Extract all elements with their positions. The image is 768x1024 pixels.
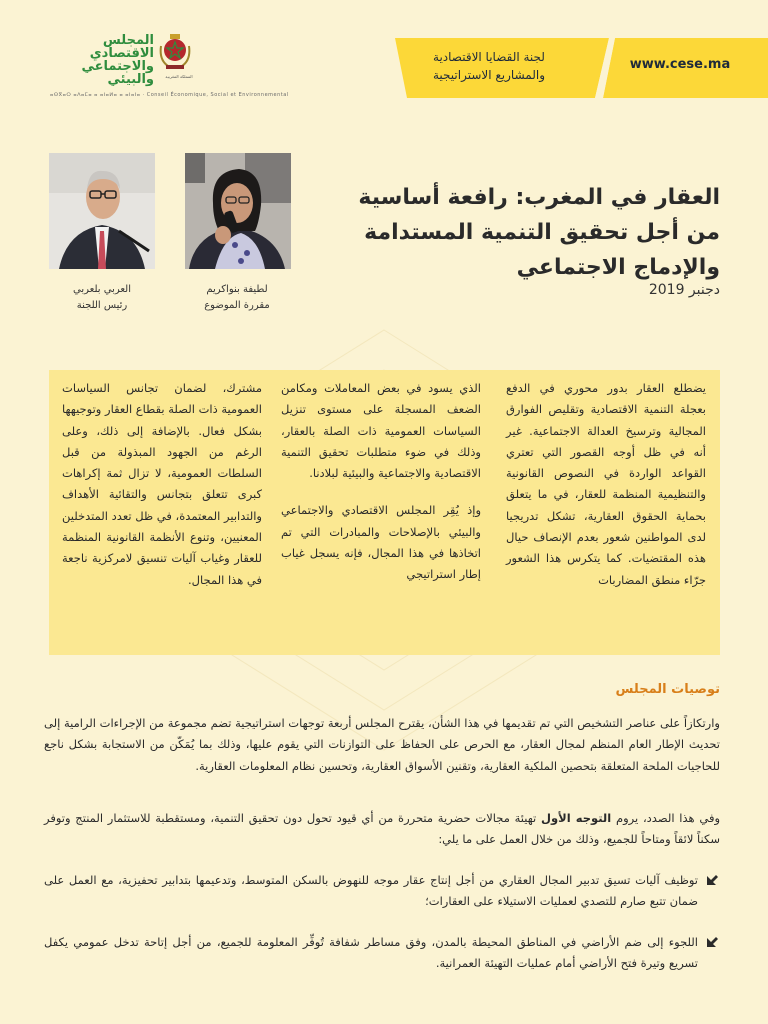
intro-paragraph: مشترك، لضمان تجانس السياسات العمومية ذات الصلة بقطاع العقار وتوجيهها بشكل فعال. بالإضافة إلى ذلك، وعلى الرغم من الجهود المبذولة من قبل السلطات العمومية، لا تزال ثمة إكراهات كبرى تتعلق بتجانس والتقائية الأهداف والتدابير المعتمدة، في ظل تعدد المتدخلين المعنيين، وتنوع الأنظمة القانونية المنظمة للعقار وغياب آليات تنسيق لامركزية ناجعة في هذا المجال. xyxy=(61,381,262,587)
logo-line-1: المجلس xyxy=(102,33,154,48)
caption-name: لطيفة بنواكريم xyxy=(206,284,268,295)
logo-line-2: الاقتصادي xyxy=(89,46,154,61)
portrait-committee-chair xyxy=(49,153,155,269)
committee-line-1: لجنة القضايا الاقتصادية xyxy=(433,50,545,64)
first-orientation-paragraph xyxy=(44,808,720,851)
logo-line-4: والبيئي xyxy=(107,72,154,87)
intro-columns-box xyxy=(49,370,720,655)
royal-emblem-icon xyxy=(158,32,192,72)
committee-name xyxy=(400,48,578,84)
list-item xyxy=(44,932,720,975)
cese-logo xyxy=(50,30,289,105)
caption-role: مقررة الموضوع xyxy=(204,300,270,311)
checkmark-arrow-icon xyxy=(704,873,720,889)
committee-line-2: والمشاريع الاستراتيجية xyxy=(433,68,545,82)
website-link[interactable]: www.cese.ma xyxy=(629,57,731,72)
publication-date: دجنبر 2019 xyxy=(648,282,720,298)
intro-paragraph: وإذ يُقِر المجلس الاقتصادي والاجتماعي والبيئي بالإصلاحات والمبادرات التي تم اتخاذها في هذا المجال، فإنه يسجل غياب إطار استراتيجي xyxy=(281,503,481,582)
checkmark-arrow-icon xyxy=(704,935,720,951)
caption-committee-chair xyxy=(42,282,162,314)
caption-name: العربي بلعربي xyxy=(72,284,132,295)
list-item-text: توظيف آليات تسيق تدبير المجال العقاري من أجل إنتاج عقار موجه للنهوض بالسكن المتوسط، وتدعيمها بتدابير تحفيزية، مع العمل على ضمان تتبع صارم للتصدي لعمليات الاستيلاء على العقارات؛ xyxy=(44,873,698,909)
logo-tagline: ⴰⵙⴳⴰⵔ ⴰⴷⴰⵎⴰ ⴰ ⴰⵏⴰⵍⴰ ⴰ ⴰⵏⴰⵏⴰ · Conseil Économique, Social et Environnemental xyxy=(50,92,289,98)
intro-column-2 xyxy=(281,378,481,602)
intro-column-3 xyxy=(62,378,262,607)
para-suffix: تهيئة مجالات حضرية متحررة من أي قيود تحول دون تحقيق التنمية، ومستقطبة للاستثمار المنتج وتوفر سكناً لائقاً ومتاحاً للجميع، وذلك من خلال العمل على ما يلي: xyxy=(44,811,720,847)
caption-role: رئيس اللجنة xyxy=(76,300,128,311)
article-title: العقار في المغرب: رافعة أساسية من أجل تحقيق التنمية المستدامة والإدماج الاجتماعي xyxy=(358,185,720,280)
logo-line-3: والاجتماعي xyxy=(81,59,154,74)
recommendations-heading: توصيات المجلس xyxy=(615,682,720,697)
logo-arabic-text xyxy=(50,34,154,86)
list-item-text: اللجوء إلى ضم الأراضي في المناطق المحيطة بالمدن، وفق مساطر شفافة تُوفِّر المعلومة للجميع، من أجل إتاحة تدخل عمومي يكفل تسريع وتيرة فتح الأراضي أمام عمليات التهيئة العمرانية. xyxy=(44,935,698,971)
first-orientation-label: التوجه الأول xyxy=(541,811,612,825)
recommendations-intro: وارتكازاً على عناصر التشخيص التي تم تقديمها في هذا الشأن، يقترح المجلس أربعة توجهات استراتيجية تضم مجموعة من الإجراءات الرامية إلى تحديث الإطار العام المنظم لمجال العقار، مع الحرص على الحفاظ على التوازنات التي يقوم عليها، وذلك بما يُمَكّن من الاستجابة بشكل ناجع للحاجيات الملحة المتعلقة بتحصين الملكية العقارية، وتقنين الأسواق العقارية، وتحسين نظام المعلومات العقارية. xyxy=(44,716,720,773)
intro-column-1 xyxy=(506,378,706,607)
intro-paragraph: يضطلع العقار بدور محوري في الدفع بعجلة التنمية الاقتصادية وتقليص الفوارق المجالية وترسيخ العدالة الاجتماعية. غير أنه في ظل أوجه القصور التي تعتري القواعد الواردة في النصوص القانونية والتنظيمية المنظمة للعقار، في ما يتعلق بحماية الحقوق العقارية، تشكل تدريجيا لدى المواطنين شعور بعدم الإنصاف حيال هذه المقتضيات. كما يتكرس هذا الشعور جرّاء منطق المضاربات xyxy=(506,381,706,587)
list-item xyxy=(44,870,720,913)
para-prefix: وفي هذا الصدد، يروم xyxy=(611,811,720,825)
intro-paragraph: الذي يسود في بعض المعاملات ومكامن الضعف المسجلة على مستوى تنزيل السياسات العمومية ذات الصلة بالعقار، وذلك في ضوء متطلبات تحقيق التنمية الاقتصادية والاجتماعية والبيئية لبلادنا. xyxy=(281,381,481,481)
caption-rapporteur xyxy=(177,282,297,314)
logo-subtitle: المملكة المغربية xyxy=(165,74,193,79)
portrait-rapporteur xyxy=(185,153,291,269)
